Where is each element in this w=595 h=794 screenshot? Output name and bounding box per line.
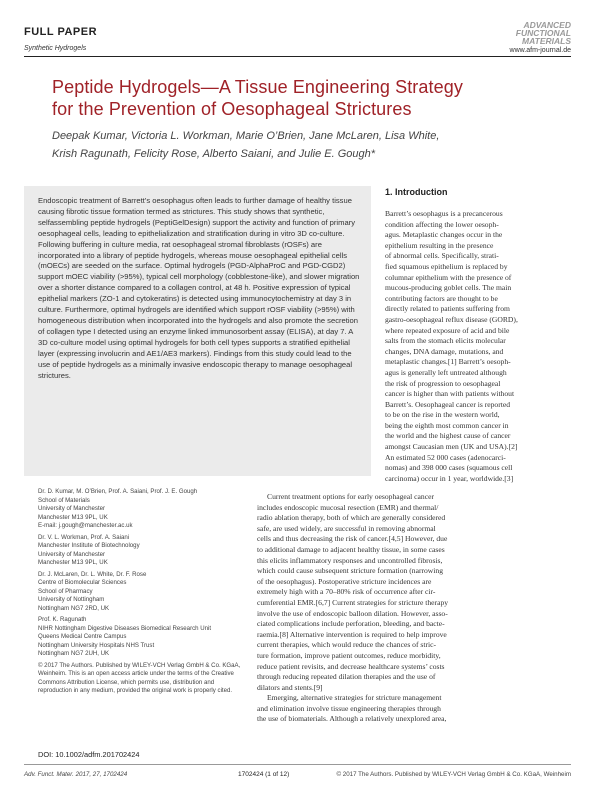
affiliation-line: Dr. V. L. Workman, Prof. A. Saiani (38, 533, 130, 541)
affiliation-line: Manchester M13 9PL, UK (38, 559, 108, 566)
affiliation-line: Queens Medical Centre Campus (38, 633, 127, 640)
text-line: mucous-producing goblet cells. The main (385, 283, 512, 293)
affiliation-line: Manchester M13 9PL, UK (38, 513, 108, 521)
text-line: ture formation, improve patient outcomes, reduce morbidity, (257, 650, 441, 660)
authors-line: Deepak Kumar, Victoria L. Workman, Marie O’Brien, Jane McLaren, Lisa White, (52, 130, 440, 142)
text-line: dilators and stents.[9] (257, 682, 323, 692)
text-line: agus. Metaplastic changes occur in the (385, 230, 503, 240)
text-line: metaplastic changes.[1] Barrett’s oesoph- (385, 357, 511, 367)
authors-line: Krish Ragunath, Felicity Rose, Alberto Saiani, and Julie E. Gough* (52, 148, 376, 160)
text-line: safe, are used widely, are successful in removing abnormal (257, 523, 436, 533)
text-line: current therapies, which would reduce the chances of stric- (257, 640, 437, 650)
text-line: to be on the rise in the western world, (385, 410, 500, 420)
footer-journal-citation: Adv. Funct. Mater. 2017, 27, 1702424 (24, 771, 128, 778)
text-line: includes endoscopic mucosal resection (EMR) and thermal/ (257, 502, 439, 512)
text-line: the world and the highest cause of cancer (385, 431, 511, 441)
affiliation-line: Commons Attribution License, which permits use, distribution and (38, 678, 215, 686)
text-line: raemia.[8] Alternative intervention is required to help improve (257, 629, 447, 639)
text-line: reduce patient revisits, and decrease healthcare systems’ costs (257, 661, 445, 671)
section-label: FULL PAPER (24, 26, 98, 38)
text-line: which could cause subsequent stricture formation (narrowing (257, 566, 443, 576)
affiliation-line: University of Manchester (38, 550, 106, 558)
affiliation-line: Prof. K. Ragunath (38, 616, 87, 623)
topic-label: Synthetic Hydrogels (24, 45, 87, 52)
affiliation-line: Nottingham University Hospitals NHS Trust (38, 641, 155, 649)
text-line: radio ablation therapy, both of which are generally considered (257, 513, 446, 523)
section-heading: 1. Introduction (385, 187, 448, 197)
affiliation-line: Manchester Institute of Biotechnology (38, 542, 140, 549)
affiliation-line: Dr. D. Kumar, M. O’Brien, Prof. A. Saiani, Prof. J. E. Gough (38, 488, 198, 495)
text-line: columnar epithelium with the presence of (385, 272, 512, 282)
text-line: condition affecting the lower oesoph- (385, 219, 499, 229)
text-line: amongst Caucasian men (UK and USA).[2] (385, 442, 518, 452)
text-line: involve the use of endoscopic balloon dilation. However, asso- (257, 608, 448, 618)
journal-logo-line: MATERIALS (522, 36, 571, 46)
text-line: salts from the stomach elicits molecular (385, 336, 506, 346)
text-line: where repeated exposure of acid and bile (385, 325, 510, 335)
text-line: to additional damage to adjacent healthy tissue, in some cases (257, 544, 445, 554)
intro-paragraph (247, 492, 571, 693)
affiliation-line: reproduction in any medium, provided the original work is properly cited. (38, 687, 233, 694)
text-line: directly related to patients suffering from (385, 304, 510, 314)
journal-logo-line: FUNCTIONAL (515, 28, 571, 38)
text-line: Current treatment options for early oesophageal cancer (267, 492, 434, 501)
text-line: the use of biomaterials. Although a relatively unexplored area, (257, 714, 447, 724)
footer-copyright: © 2017 The Authors. Published by WILEY-VCH Verlag GmbH & Co. KGaA, Weinheim (336, 771, 571, 778)
text-line: cancer is higher than with patients without (385, 389, 515, 399)
text-line: Emerging, alternative strategies for stricture management (267, 693, 442, 703)
journal-logo (516, 21, 571, 45)
journal-website[interactable]: www.afm-journal.de (509, 47, 571, 54)
footer-rule (24, 764, 571, 765)
text-line: being the eighth most common cancer in (385, 420, 509, 430)
doi[interactable]: DOI: 10.1002/adfm.201702424 (38, 750, 140, 759)
abstract-text: Endoscopic treatment of Barrett’s oesophagus often leads to further damage of healthy tissue causing fibrotic tissue formation termed as strictures. This study shows that synthetic, selfassembling peptide hydrogels (PeptiGelDesign) support the activity and function of primary oesophageal cells, leading to epithelialization and stratification during in vitro 3D co-culture. Following buffering in culture media, rat oesophageal stromal fibroblasts (rOSFs) are incorporated into a library of peptide hydrogels, whereas mouse oesophageal epithelial cells (mOECs) are seeded on the surface. Optimal hydrogels (PGD-AlphaProC and PGD-CGD2) support mOEC viability (>95%), typical cell morphology (cobblestone-like), and slower migration over a shorter distance compared to a collagen control, at 48 h. Positive expression of typical epithelial markers (ZO-1 and cytokeratins) is detected using immunocytochemistry at day 3 in culture. Furthermore, optimal hydrogels are identified which support rOSF viability (>95%) with homogeneous distribution when incorporated into the hydrogels and also promote the secretion of collagen type I detected using an enzyme linked immunosorbent assay (ELISA), at day 7. A 3D co-culture model using optimal hydrogels for both cell types supports a stratified epithelial layer (expressing involucrin and AE1/AE3 markers). Findings from this study could lead to the use of peptide hydrogels as a minimally invasive endoscopic therapy to manage oesophageal strictures. (38, 196, 360, 380)
text-line: nomas) and 398 000 cases (squamous cell (385, 463, 513, 473)
intro-wide-column (247, 492, 571, 725)
text-line: fied squamous epithelium is replaced by (385, 261, 508, 271)
text-line: gastro-oesophageal reflux disease (GORD), (385, 314, 518, 324)
text-line: carcinoma) occur in 1 year, worldwide.[3] (385, 473, 514, 483)
text-line: Barrett’s oesophagus is a precancerous (385, 209, 503, 218)
text-line: agus is generally left untreated although (385, 367, 507, 377)
affiliation-line: © 2017 The Authors. Published by WILEY-VCH Verlag GmbH & Co. KGaA, (38, 661, 241, 669)
affiliation-line: School of Pharmacy (38, 587, 93, 595)
text-line: epithelium resulting in the presence (385, 240, 494, 250)
title-line: Peptide Hydrogels—A Tissue Engineering Strategy (52, 77, 463, 97)
footer-page-number: 1702424 (1 of 12) (238, 771, 290, 778)
author-list (52, 127, 552, 163)
affiliation-line: University of Nottingham (38, 596, 105, 603)
affiliation-line: E-mail: j.gough@manchester.ac.uk (38, 522, 133, 529)
affiliation-line: NIHR Nottingham Digestive Diseases Biomedical Research Unit (38, 624, 212, 632)
intro-paragraph-right-column (385, 209, 571, 484)
text-line: An estimated 52 000 cases (adenocarci- (385, 452, 506, 462)
text-line: changes, DNA damage, mutations, and (385, 346, 504, 356)
journal-logo-line: ADVANCED (523, 20, 571, 30)
title-line: for the Prevention of Oesophageal Strictures (52, 99, 412, 119)
intro-paragraph (247, 693, 571, 725)
affiliation-line: Centre of Biomolecular Sciences (38, 579, 127, 586)
article-title (52, 76, 522, 120)
text-line: this elicits inflammatory responses and uncontrolled fibrosis, (257, 555, 443, 565)
text-line: through reducing repeated dilation therapies and the use of (257, 672, 436, 682)
affiliation-line: Nottingham NG7 2RD, UK (38, 604, 110, 612)
affiliation-line: Weinheim. This is an open access article under the terms of the Creative (38, 670, 234, 677)
text-line: cumferential EMR.[6,7] Current strategies for stricture therapy (257, 597, 449, 607)
text-line: contributing factors are thought to be (385, 293, 498, 303)
text-line: of the oesophagus). Postoperative stricture incidences are (257, 576, 432, 586)
text-line: ciated complications include perforation, bleeding, and bacte- (257, 619, 445, 629)
header-rule (24, 56, 571, 57)
text-line: extremely high with a 70–80% risk of occurrence after cir- (257, 587, 436, 597)
text-line: of abnormal cells. Specifically, strati- (385, 251, 499, 261)
affiliation-line: School of Materials (38, 496, 90, 504)
text-line: the risk of progression to oesophageal (385, 378, 501, 388)
text-line: cells and thus decreasing the risk of cancer.[4,5] However, due (257, 534, 448, 544)
affiliation-line: Dr. J. McLaren, Dr. L. White, Dr. F. Rose (38, 570, 147, 578)
affiliation-line: University of Manchester (38, 505, 106, 512)
affiliation-line: Nottingham NG7 2UH, UK (38, 650, 110, 657)
text-line: Barrett’s. Oesophageal cancer is reported (385, 399, 511, 409)
text-line: and elimination involve tissue engineering therapies through (257, 703, 441, 713)
